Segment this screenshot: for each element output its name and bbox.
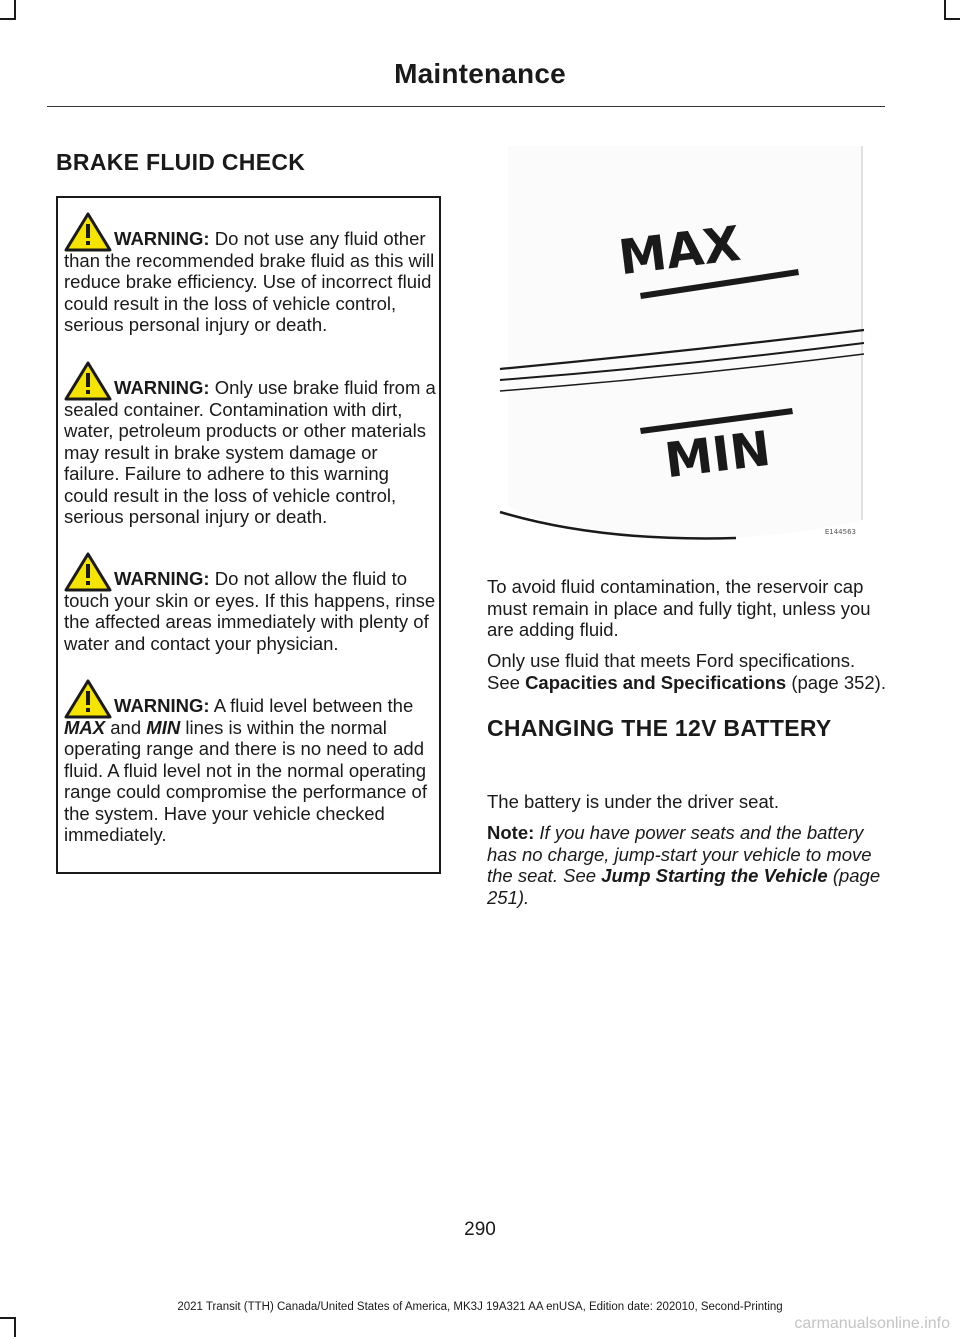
warning-text: Do not use any fluid other than the recommended brake fluid as this will reduce brake efficiency. Use of incorrect fluid could result in the loss of vehicle control, serious personal injury or death.: [64, 228, 435, 335]
warning-2: [64, 377, 438, 528]
max-mark: MAX: [64, 716, 106, 738]
header-divider: [47, 106, 885, 107]
warning-label: WARNING:: [114, 377, 210, 398]
brake-fluid-check-heading: BRAKE FLUID CHECK: [56, 149, 306, 175]
paragraph-text: Only use fluid that meets Ford specifications. See: [487, 650, 856, 693]
changing-battery-heading: CHANGING THE 12V BATTERY: [487, 715, 832, 741]
warning-label: WARNING:: [114, 228, 210, 249]
page-reference: (page 251): [487, 865, 881, 908]
crop-mark: [14, 1319, 16, 1337]
warning-text: Do not allow the fluid to touch your skin or eyes. If this happens, rinse the affected areas immediately with plenty of water and contact your physician.: [64, 568, 436, 654]
warning-text: Only use brake fluid from a sealed container. Contamination with dirt, water, petroleum products or other materials may result in brake system damage or failure. Failure to adhere to this warning could result in the loss of vehicle control, serious personal injury or death.: [64, 377, 436, 527]
battery-note: [487, 822, 887, 908]
note-label: Note:: [487, 822, 535, 843]
warning-triangle-icon: [64, 361, 112, 401]
page-number: 290: [464, 1219, 496, 1240]
warning-text: A fluid level between the: [213, 695, 414, 716]
note-text: If you have power seats and the battery has no charge, jump-start your vehicle to move the seat. See: [487, 822, 872, 886]
min-mark: MIN: [146, 716, 181, 738]
crop-mark: [0, 18, 16, 20]
page-reference: (page 352): [791, 671, 881, 693]
warning-label: WARNING:: [114, 568, 210, 589]
warning-label: WARNING:: [114, 695, 210, 716]
crop-mark: [14, 0, 16, 18]
jump-starting-link[interactable]: Jump Starting the Vehicle: [601, 865, 828, 886]
warning-triangle-icon: [64, 552, 112, 592]
warning-text: and: [110, 716, 142, 738]
footer-edition-info: 2021 Transit (TTH) Canada/United States of America, MK3J 19A321 AA enUSA, Edition date: 202010, Second-Printing: [177, 1301, 783, 1313]
warning-triangle-icon: [64, 679, 112, 719]
warning-triangle-icon: [64, 212, 112, 252]
note-end: .: [524, 886, 530, 908]
crop-mark: [944, 0, 946, 18]
battery-location-paragraph: The battery is under the driver seat.: [487, 791, 780, 812]
min-label: MIN: [661, 420, 774, 490]
crop-mark: [944, 18, 960, 20]
warning-4: [64, 695, 438, 846]
max-label: MAX: [615, 215, 744, 287]
warning-box: [56, 196, 441, 874]
brake-fluid-reservoir-illustration: [490, 140, 870, 540]
fluid-spec-paragraph: [487, 650, 887, 693]
capacities-and-specifications-link[interactable]: Capacities and Specifications: [525, 671, 787, 693]
figure-code: E144563: [824, 528, 856, 536]
page-header-title: Maintenance: [394, 58, 566, 89]
warning-3: [64, 568, 438, 654]
watermark: carmanualsonline.info: [794, 1315, 950, 1332]
paragraph-end: .: [880, 671, 886, 693]
crop-mark: [0, 1317, 16, 1319]
reservoir-cap-paragraph: To avoid fluid contamination, the reservoir cap must remain in place and fully tight, unless you are adding fluid.: [487, 576, 871, 640]
warning-text: lines is within the normal operating range and there is no need to add fluid. A fluid level not in the normal operating range could compromise the performance of the system. Have your vehicle checked immediately.: [64, 716, 427, 845]
warning-1: [64, 228, 438, 336]
